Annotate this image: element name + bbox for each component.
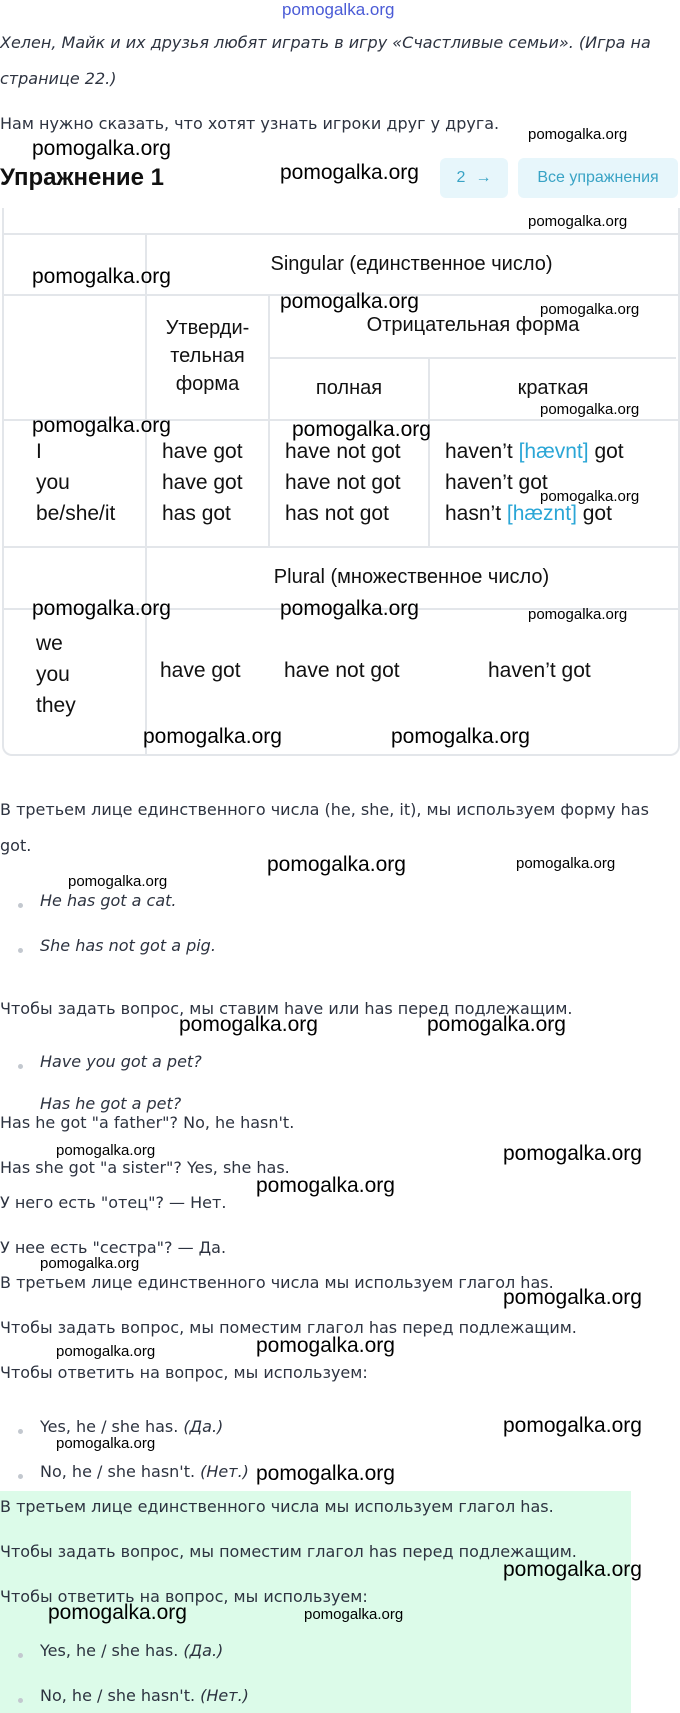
plural-affirmative: have got [160,659,241,682]
rule-text-3: В третьем лице единственного числа мы используем глагол has. [0,1273,554,1292]
watermark: pomogalka.org [56,1142,156,1159]
intro-line-3: Нам нужно сказать, что хотят узнать игроки друг у друга. [0,114,500,133]
table-row-short: hasn’t [hæznt] got [445,502,612,525]
watermark: pomogalka.org [528,213,628,230]
watermark: pomogalka.org [256,1334,395,1357]
table-row-short: haven’t got [445,471,548,494]
short-form-header: краткая [517,377,589,399]
watermark: pomogalka.org [540,301,640,318]
watermark: pomogalka.org [280,290,419,313]
translation-line: У нее есть "сестра"? — Да. [0,1238,227,1257]
table-row-affirmative: have got [162,471,243,494]
watermark: pomogalka.org [32,137,171,160]
bullet [18,1429,23,1434]
watermark: pomogalka.org [256,1462,395,1485]
rule-text-5-highlight: Чтобы ответить на вопрос, мы используем: [0,1587,368,1606]
table-row-short: haven’t [hævnt] got [445,440,624,463]
watermark: pomogalka.org [68,873,168,890]
plural-short: haven’t got [488,659,591,682]
watermark: pomogalka.org [56,1435,156,1452]
watermark: pomogalka.org [280,597,419,620]
watermark: pomogalka.org [540,401,640,418]
watermark-top: pomogalka.org [282,0,395,19]
watermark: pomogalka.org [528,606,628,623]
bullet [18,1698,23,1703]
full-form-header: полная [315,377,383,399]
list-item-cut: Has he got a pet? [40,1094,182,1113]
watermark: pomogalka.org [56,1343,156,1360]
list-item: Have you got a pet? [40,1052,202,1071]
table-row-full: have not got [285,471,401,494]
watermark: pomogalka.org [48,1601,187,1624]
rule-text-1b: got. [0,836,32,855]
watermark: pomogalka.org [516,855,616,872]
intro-line-1: Хелен, Майк и их друзья любят играть в игру «Счастливые семьи». (Игра на [0,33,651,52]
affirmative-header: Утверди- тельная форма [165,317,250,395]
watermark: pomogalka.org [32,597,171,620]
qa-line: Has she got "a sister"? Yes, she has. [0,1158,290,1177]
rule-text-3-highlight: В третьем лице единственного числа мы используем глагол has. [0,1497,554,1516]
plural-pronouns: we you they [36,632,76,717]
table-row-full: have not got [285,440,401,463]
next-exercise-button[interactable] [440,158,508,198]
list-item: She has not got a pig. [40,936,216,955]
watermark: pomogalka.org [540,488,640,505]
rule-text-4-highlight: Чтобы задать вопрос, мы поместим глагол has перед подлежащим. [0,1542,577,1561]
plural-full: have not got [284,659,400,682]
rule-text-5: Чтобы ответить на вопрос, мы используем: [0,1363,368,1382]
watermark: pomogalka.org [528,126,628,143]
watermark: pomogalka.org [40,1255,140,1272]
watermark: pomogalka.org [503,1286,642,1309]
watermark: pomogalka.org [267,853,406,876]
rule-text-2: Чтобы задать вопрос, мы ставим have или has перед подлежащим. [0,999,573,1018]
watermark: pomogalka.org [427,1013,566,1036]
watermark: pomogalka.org [391,725,530,748]
table-row-full: has not got [285,502,389,525]
watermark: pomogalka.org [32,414,171,437]
watermark: pomogalka.org [32,265,171,288]
all-exercises-button[interactable] [518,158,678,198]
negative-header: Отрицательная форма [366,314,580,336]
table-row-pronoun: I [36,440,42,463]
rule-text-4: Чтобы задать вопрос, мы поместим глагол has перед подлежащим. [0,1318,577,1337]
watermark: pomogalka.org [503,1142,642,1165]
answer-yes: Yes, he / she has. (Да.) [40,1417,224,1436]
plural-header: Plural (множественное число) [273,566,550,588]
bullet [18,1653,23,1658]
watermark: pomogalka.org [256,1174,395,1197]
table-row-affirmative: has got [162,502,231,525]
rule-text-1: В третьем лице единственного числа (he, she, it), мы используем форму has [0,800,649,819]
watermark: pomogalka.org [143,725,282,748]
watermark: pomogalka.org [179,1013,318,1036]
watermark: pomogalka.org [292,418,431,441]
table-row-pronoun: you [36,471,70,494]
next-exercise-label: 2 [456,169,466,186]
answer-yes-highlight: Yes, he / she has. (Да.) [40,1641,224,1660]
bullet [18,948,23,953]
watermark: pomogalka.org [503,1558,642,1581]
watermark: pomogalka.org [304,1606,404,1623]
bullet [18,1474,23,1479]
table-row-affirmative: have got [162,440,243,463]
exercise-title: Упражнение 1 [0,164,164,191]
intro-line-2: странице 22.) [0,69,117,88]
all-exercises-label: Все упражнения [537,169,659,186]
translation-line: У него есть "отец"? — Нет. [0,1193,227,1212]
table-row-pronoun: be/she/it [36,502,116,525]
answer-no: No, he / she hasn't. (Нет.) [40,1462,249,1481]
arrow-right-icon: → [475,169,492,186]
singular-header: Singular (единственное число) [270,253,553,275]
bullet [18,1064,23,1069]
list-item: He has got a cat. [40,891,177,910]
watermark: pomogalka.org [503,1414,642,1437]
watermark: pomogalka.org [280,161,419,184]
answer-no-highlight: No, he / she hasn't. (Нет.) [40,1686,249,1705]
bullet [18,903,23,908]
qa-line: Has he got "a father"? No, he hasn't. [0,1113,295,1132]
